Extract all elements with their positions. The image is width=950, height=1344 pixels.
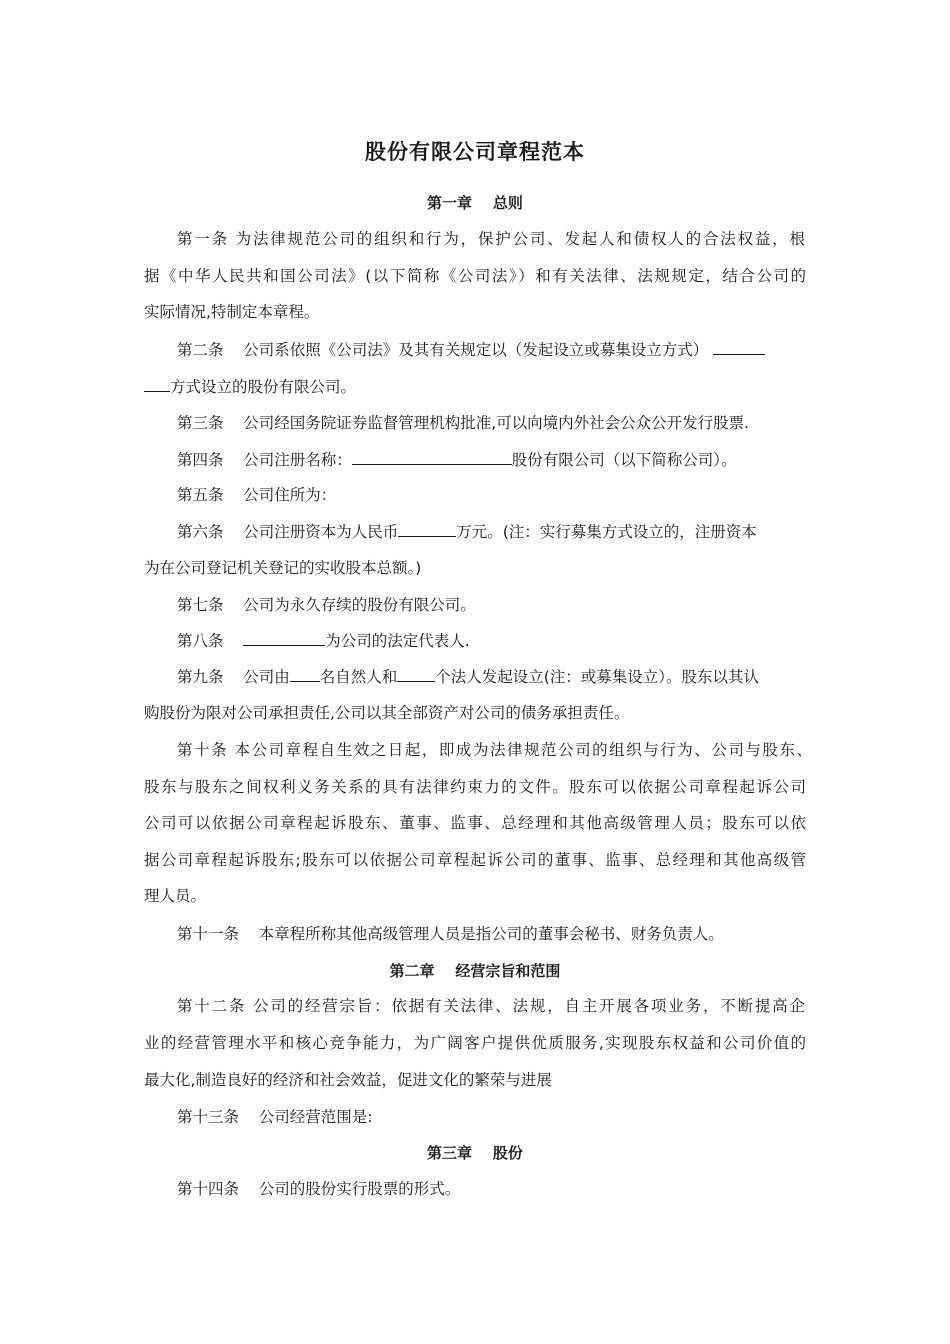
article-2-line-1 xyxy=(177,339,765,360)
article-14: 第十四条 公司的股份实行股票的形式。 xyxy=(177,1180,461,1198)
article-2-blank-1[interactable] xyxy=(713,339,765,355)
article-12-line-2: 业的经营管理水平和核心竞争能力，为广阔客户提供优质服务,实现股东权益和公司价值的 xyxy=(144,1034,806,1052)
article-2-text-2: 方式设立的股份有限公司。 xyxy=(170,378,357,396)
article-9-line-1 xyxy=(177,666,759,687)
article-8 xyxy=(177,630,470,651)
article-10-line-2: 股东与股东之间权利义务关系的具有法律约束力的文件。股东可以依据公司章程起诉公司 xyxy=(144,778,806,796)
document-title: 股份有限公司章程范本 xyxy=(365,140,585,164)
article-13: 第十三条 公司经营范围是: xyxy=(177,1108,373,1126)
article-6-text-post: 万元。(注：实行募集方式设立的，注册资本 xyxy=(456,523,757,541)
article-10-line-5: 理人员。 xyxy=(144,887,207,905)
article-12-line-1: 第十二条 公司的经营宗旨：依据有关法律、法规，自主开展各项业务，不断提高企 xyxy=(177,997,805,1015)
registered-capital-blank[interactable] xyxy=(398,521,456,537)
article-3: 第三条 公司经国务院证券监督管理机构批准,可以向境内外社会公众公开发行股票. xyxy=(177,414,750,432)
article-1-line-1: 第一条 为法律规范公司的组织和行为，保护公司、发起人和债权人的合法权益，根 xyxy=(177,230,805,248)
natural-persons-blank[interactable] xyxy=(290,666,320,682)
article-9-text-post: 个法人发起设立(注：或募集设立）。股东以其认 xyxy=(435,668,760,686)
article-1-line-2: 据《中华人民共和国公司法》(以下简称《公司法》）和有关法律、法规规定，结合公司的 xyxy=(144,267,806,285)
article-6-line-1 xyxy=(177,521,757,542)
chapter-2-heading: 第二章 经营宗旨和范围 xyxy=(389,962,561,980)
article-12-line-3: 最大化,制造良好的经济和社会效益，促进文化的繁荣与进展 xyxy=(144,1071,552,1089)
legal-persons-blank[interactable] xyxy=(397,666,435,682)
chapter-1-heading: 第一章 总则 xyxy=(427,194,523,212)
article-2-text: 第二条 公司系依照《公司法》及其有关规定以（发起设立或募集设立方式） xyxy=(177,341,709,359)
chapter-3-heading: 第三章 股份 xyxy=(427,1144,523,1162)
article-10-line-1: 第十条 本公司章程自生效之日起，即成为法律规范公司的组织与行为、公司与股东、 xyxy=(177,741,812,759)
article-8-text-post: 为公司的法定代表人. xyxy=(325,632,470,650)
article-9-text-pre: 第九条 公司由 xyxy=(177,668,290,686)
article-10-line-3: 公司可以依据公司章程起诉股东、董事、监事、总经理和其他高级管理人员；股东可以依 xyxy=(144,814,806,832)
article-4 xyxy=(177,449,736,470)
article-1-line-3: 实际情况,特制定本章程。 xyxy=(144,303,320,321)
article-6-text-pre: 第六条 公司注册资本为人民币 xyxy=(177,523,399,541)
article-9-text-mid: 名自然人和 xyxy=(319,668,398,686)
article-7: 第七条 公司为永久存续的股份有限公司。 xyxy=(177,596,476,614)
legal-representative-blank[interactable] xyxy=(243,630,325,646)
article-2-line-2 xyxy=(144,376,356,397)
company-name-blank[interactable] xyxy=(352,449,512,465)
article-9-line-2: 购股份为限对公司承担责任,公司以其全部资产对公司的债务承担责任。 xyxy=(144,704,630,722)
article-4-text-pre: 第四条 公司注册名称： xyxy=(177,451,352,469)
article-10-line-4: 据公司章程起诉股东;股东可以依据公司章程起诉公司的董事、监事、总经理和其他高级管 xyxy=(144,851,806,869)
article-4-text-post: 股份有限公司（以下简称公司）。 xyxy=(511,451,737,469)
article-6-line-2: 为在公司登记机关登记的实收股本总额。) xyxy=(144,559,422,577)
article-5: 第五条 公司住所为： xyxy=(177,486,337,504)
article-8-text-pre: 第八条 xyxy=(177,632,244,650)
article-2-blank-2[interactable] xyxy=(144,376,170,392)
article-11: 第十一条 本章程所称其他高级管理人员是指公司的董事会秘书、财务负责人。 xyxy=(177,925,724,943)
